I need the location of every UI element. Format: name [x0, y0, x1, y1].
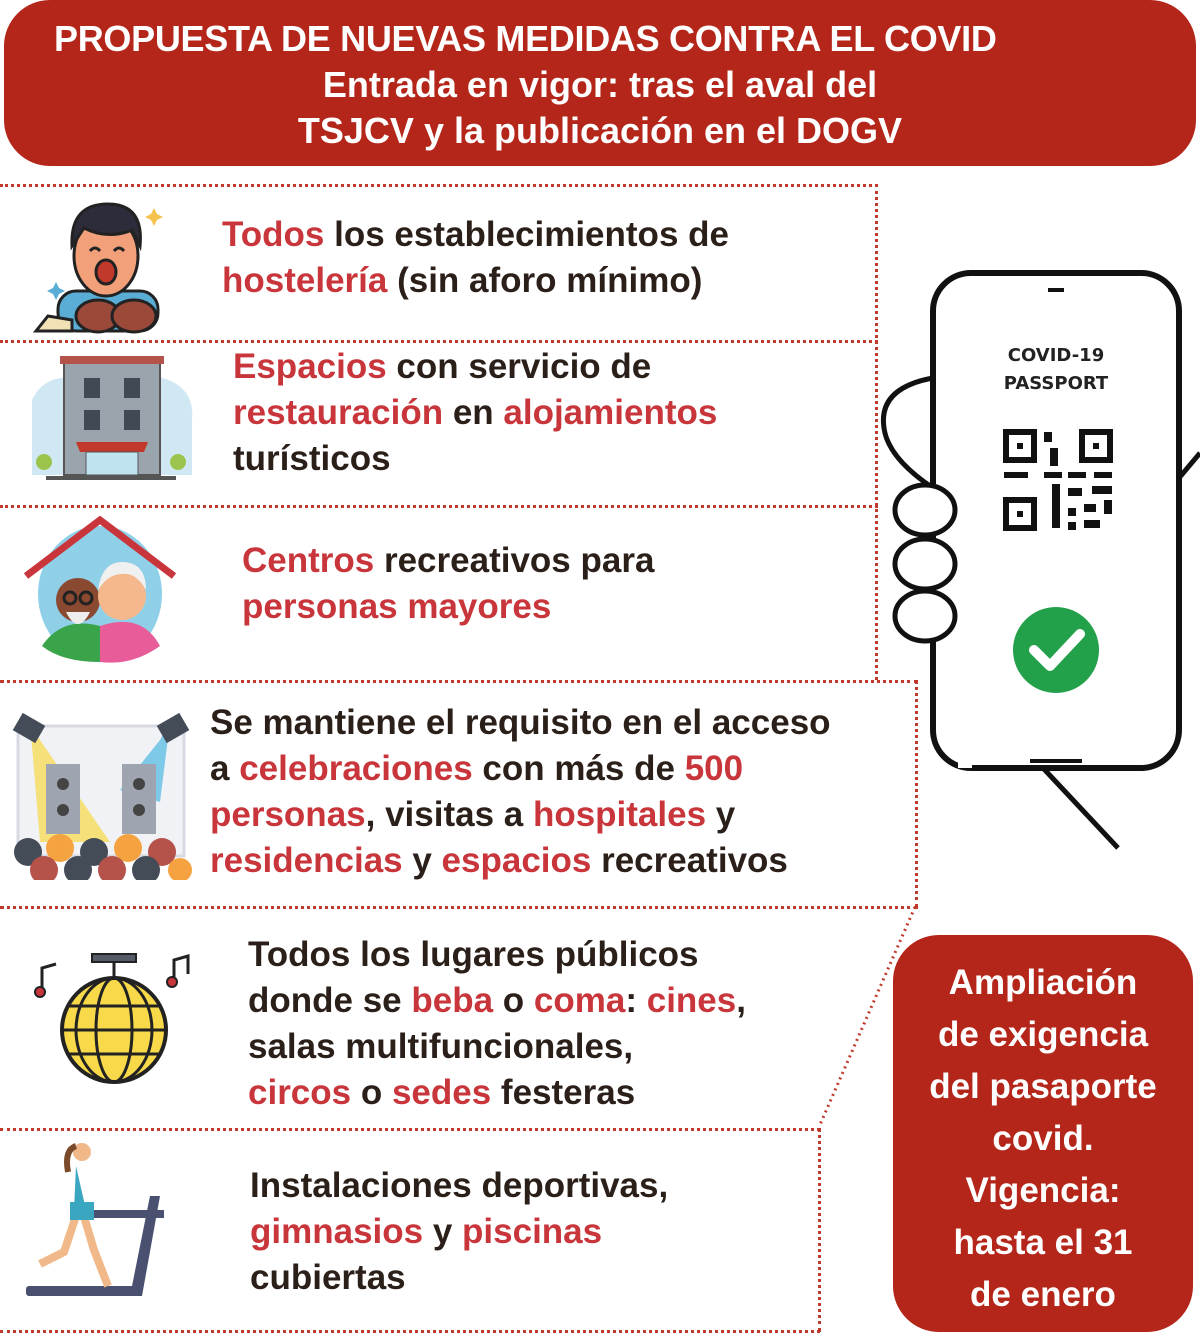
text-line [222, 258, 729, 304]
highlight: 500 [684, 749, 744, 788]
header-title: PROPUESTA DE NUEVAS MEDIDAS CONTRA EL COVID [54, 18, 997, 59]
divider-vertical [818, 1128, 821, 1332]
text: festeras [491, 1073, 636, 1112]
text-line [210, 838, 831, 884]
hotel-building-icon [26, 350, 198, 490]
treadmill-runner-icon [20, 1140, 200, 1305]
text-line [233, 344, 717, 390]
text-line [248, 932, 746, 978]
text: y [423, 1212, 463, 1251]
text-line [250, 1163, 668, 1209]
badge-line: hasta el 31 [953, 1223, 1133, 1262]
divider [0, 906, 918, 909]
highlight: residencias [210, 841, 403, 880]
text: o [493, 981, 534, 1020]
highlight: personas [210, 795, 366, 834]
header-banner [4, 0, 1196, 166]
highlight: hospitales [532, 795, 707, 834]
badge-line: Vigencia: [965, 1171, 1121, 1210]
text-line [210, 792, 831, 838]
text: Instalaciones deportivas, [250, 1166, 669, 1205]
highlight: celebraciones [239, 749, 473, 788]
disco-ball-icon [28, 950, 196, 1095]
concert-stage-icon [10, 712, 192, 885]
divider [0, 1330, 820, 1333]
text-line [250, 1209, 668, 1255]
text: y [706, 795, 736, 834]
text-line [210, 700, 831, 746]
badge-line: del pasaporte [929, 1067, 1157, 1106]
text: donde se [248, 981, 412, 1020]
text: recreativos [591, 841, 788, 880]
highlight: Todos [222, 215, 325, 254]
text-line [210, 746, 831, 792]
highlight: personas mayores [242, 587, 552, 626]
highlight: Centros [242, 541, 375, 580]
passport-label [968, 342, 1144, 398]
divider [0, 505, 878, 508]
divider [0, 680, 918, 683]
header-subtitle-1: Entrada en vigor: tras el aval del [322, 64, 878, 105]
item-1-text [222, 212, 729, 304]
highlight: cines [646, 981, 737, 1020]
badge-line: covid. [992, 1119, 1094, 1158]
text: los establecimientos de [324, 215, 729, 254]
person-eating-icon [28, 196, 188, 341]
item-5-text [248, 932, 746, 1116]
highlight: hostelería [222, 261, 388, 300]
item-4-text [210, 700, 831, 884]
text: con servicio de [386, 347, 652, 386]
phone-covid-passport [878, 268, 1200, 863]
validity-badge [893, 935, 1193, 1332]
text: , visitas a [365, 795, 533, 834]
header-subtitle-2: TSJCV y la publicación en el DOGV [297, 110, 903, 151]
text: recreativos para [374, 541, 655, 580]
highlight: beba [411, 981, 494, 1020]
passport-line-2: PASSPORT [1003, 373, 1109, 394]
text-line [248, 1070, 746, 1116]
text-line [242, 584, 654, 630]
divider [0, 1128, 820, 1131]
text: con más de [472, 749, 685, 788]
highlight: espacios [441, 841, 592, 880]
highlight: piscinas [462, 1212, 603, 1251]
text: : [625, 981, 647, 1020]
text-line [248, 1024, 746, 1070]
highlight: Espacios [233, 347, 387, 386]
elderly-couple-icon [22, 516, 182, 671]
highlight: gimnasios [250, 1212, 424, 1251]
divider [0, 184, 878, 187]
item-3-text [242, 538, 654, 630]
badge-line: de exigencia [937, 1015, 1149, 1054]
highlight: restauración [233, 393, 444, 432]
highlight: alojamientos [503, 393, 718, 432]
highlight: circos [248, 1073, 352, 1112]
text: Se mantiene el requisito en el acceso [210, 703, 831, 742]
text: , [736, 981, 746, 1020]
text-line [233, 436, 717, 482]
passport-line-1: COVID-19 [1007, 345, 1105, 366]
item-6-text [250, 1163, 668, 1301]
text: a [210, 749, 240, 788]
text: Todos los lugares públicos [248, 935, 699, 974]
text-line [250, 1255, 668, 1301]
text: en [443, 393, 504, 432]
badge-line: Ampliación [948, 963, 1138, 1002]
highlight: sedes [391, 1073, 492, 1112]
highlight: coma [533, 981, 626, 1020]
text: cubiertas [250, 1258, 406, 1297]
text: salas multifuncionales, [248, 1027, 634, 1066]
item-2-text [233, 344, 717, 482]
text-line [222, 212, 729, 258]
text: o [351, 1073, 392, 1112]
text: (sin aforo mínimo) [387, 261, 703, 300]
badge-line: de enero [970, 1275, 1116, 1314]
text: turísticos [233, 439, 391, 478]
text-line [248, 978, 746, 1024]
text-line [242, 538, 654, 584]
text: y [402, 841, 442, 880]
text-line [233, 390, 717, 436]
